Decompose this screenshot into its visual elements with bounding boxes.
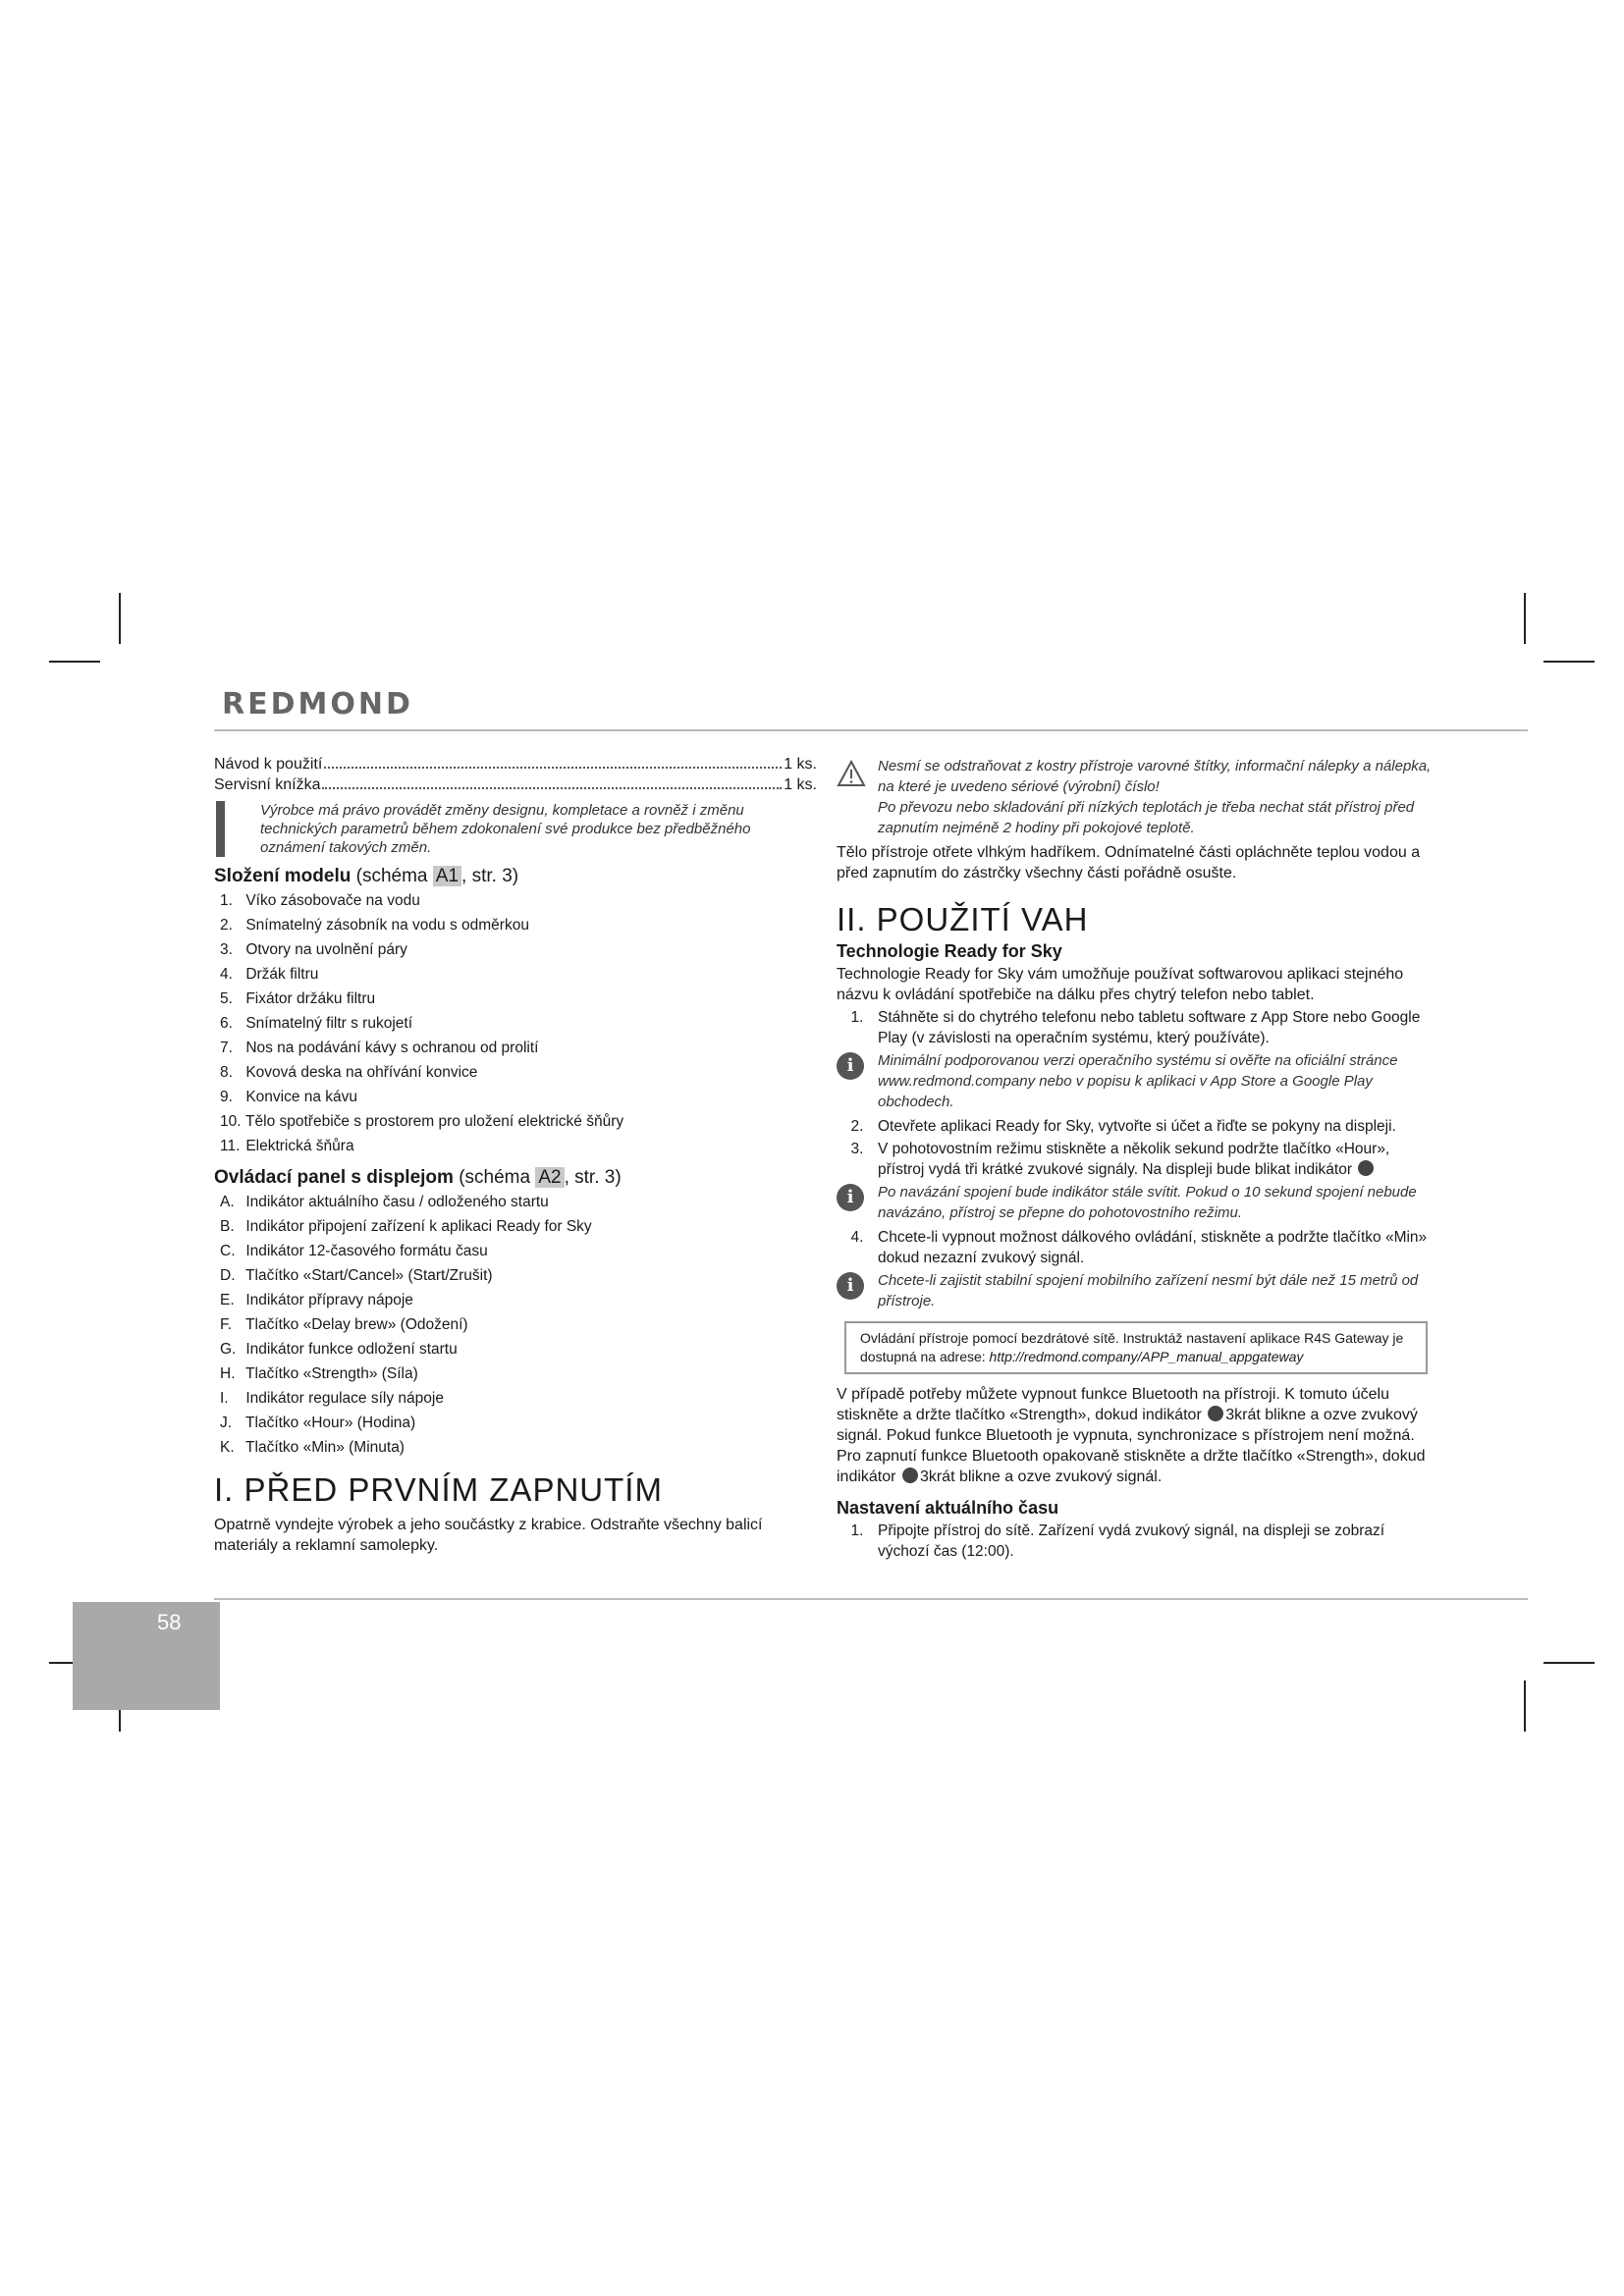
warning-text-2: Po převozu nebo skladování při nízkých teplotách je třeba nechat stát přístroj před zapnutím nejméně 2 hodiny při pokojové teplotě. (878, 799, 1415, 836)
step-number: 4. (850, 1229, 864, 1246)
item-text: Tlačítko «Min» (Minuta) (245, 1439, 405, 1456)
item-text: Tělo spotřebiče s prostorem pro uložení elektrické šňůry (245, 1113, 624, 1130)
list-item (220, 1038, 817, 1058)
contents-qty: 1 ks. (784, 756, 817, 773)
bluetooth-text-c: 3krát blikne a ozve zvukový signál. (919, 1468, 1163, 1485)
time-step-1 (837, 1521, 1437, 1562)
item-number: 6. (220, 1015, 233, 1032)
item-number: 7. (220, 1040, 233, 1056)
ready-for-sky-intro: Technologie Ready for Sky vám umožňuje používat softwarovou aplikaci stejného názvu k ovládání spotřebiče na dálku přes chytrý telefon nebo tablet. (837, 966, 1404, 1003)
list-item (220, 1265, 817, 1286)
item-number: 2. (220, 917, 233, 934)
item-number: 1. (220, 892, 233, 909)
item-text: Indikátor připojení zařízení k aplikaci Ready for Sky (245, 1218, 592, 1235)
info-text-3: Chcete-li zajistit stabilní spojení mobilního zařízení nesmí být dále než 15 metrů od přístroje. (878, 1272, 1419, 1309)
item-text: Držák filtru (245, 966, 319, 983)
list-item (220, 964, 817, 985)
warning-text-1: Nesmí se odstraňovat z kostry přístroje varovné štítky, informační nálepky a nálepka, na které je uvedeno sériové (výrobní) číslo! (878, 758, 1432, 795)
crop-mark (1524, 593, 1526, 644)
item-text: Indikátor funkce odložení startu (245, 1341, 458, 1358)
list-item (220, 1290, 817, 1310)
item-number: 3. (220, 941, 233, 958)
info-block-3 (837, 1270, 1437, 1311)
list-item (220, 1388, 817, 1409)
step-text: Chcete-li vypnout možnost dálkového ovládání, stiskněte a podržte tlačítko «Min» dokud nezazní zvukový signál. (878, 1229, 1428, 1266)
warning-block (837, 756, 1437, 838)
ready-for-sky-heading: Technologie Ready for Sky (837, 941, 1062, 961)
warning-icon (837, 756, 868, 787)
list-item (220, 1216, 817, 1237)
contents-label: Servisní knížka (214, 776, 321, 793)
item-number: 8. (220, 1064, 233, 1081)
item-number: H. (220, 1365, 236, 1382)
item-text: Snímatelný filtr s rukojetí (245, 1015, 413, 1032)
step-3-text: V pohotovostním režimu stiskněte a několik sekund podržte tlačítko «Hour», přístroj vydá tři krátké zvukové signály. Na displeji bude blikat indikátor (878, 1141, 1390, 1178)
item-number: I. (220, 1390, 229, 1407)
bluetooth-paragraph (837, 1384, 1437, 1487)
item-text: Indikátor 12-časového formátu času (245, 1243, 488, 1259)
list-item (220, 939, 817, 960)
item-number: 4. (220, 966, 233, 983)
item-number: 9. (220, 1089, 233, 1105)
item-text: Indikátor aktuálního času / odloženého startu (245, 1194, 549, 1210)
item-text: Víko zásobovače na vodu (245, 892, 420, 909)
disclaimer-note: Výrobce má právo provádět změny designu, kompletace a rovněž i změnu technických parametrů během zdokonalení své produkce bez předběžného oznámení takových změn. (216, 801, 817, 857)
model-ref-post: , str. 3) (461, 866, 519, 886)
panel-items-list (220, 1192, 817, 1458)
crop-mark (49, 661, 100, 663)
bluetooth-indicator-icon (1358, 1160, 1374, 1176)
info-block-2 (837, 1182, 1437, 1223)
clean-text: Tělo přístroje otřete vlhkým hadříkem. Odnímatelné části opláchněte teplou vodou a před zapnutím do zástrčky všechny části pořádně osušte. (837, 844, 1421, 881)
contents-label: Návod k použití (214, 756, 323, 773)
item-number: A. (220, 1194, 235, 1210)
item-text: Indikátor regulace síly nápoje (245, 1390, 444, 1407)
info-icon: i (837, 1050, 868, 1080)
item-text: Otvory na uvolnění páry (245, 941, 407, 958)
item-number: C. (220, 1243, 236, 1259)
step-1 (837, 1007, 1437, 1048)
item-text: Fixátor držáku filtru (245, 990, 376, 1007)
item-number: B. (220, 1218, 235, 1235)
contents-line (214, 754, 817, 774)
step-number: 1. (850, 1522, 864, 1539)
item-number: D. (220, 1267, 236, 1284)
item-text: Tlačítko «Strength» (Síla) (245, 1365, 418, 1382)
step-number: 3. (850, 1141, 864, 1157)
dot-leader (324, 767, 782, 769)
item-number: G. (220, 1341, 237, 1358)
crop-mark (119, 593, 121, 644)
crop-mark (1524, 1681, 1526, 1732)
item-text: Kovová deska na ohřívání konvice (245, 1064, 478, 1081)
section1-title: I. PŘED PRVNÍM ZAPNUTÍM (214, 1471, 663, 1508)
crop-mark (1543, 661, 1595, 663)
footer-rule (214, 1598, 1528, 1600)
model-ref-tag: A1 (433, 866, 461, 886)
bluetooth-text-a: V případě potřeby můžete vypnout funkce Bluetooth na přístroji. K tomuto účelu stiskněte a držte tlačítko «Strength», dokud indikátor (837, 1386, 1389, 1423)
contents-qty: 1 ks. (784, 776, 817, 793)
crop-mark (1543, 1662, 1595, 1664)
item-number: 5. (220, 990, 233, 1007)
page-number: 58 (157, 1610, 182, 1634)
list-item (220, 1314, 817, 1335)
item-number: E. (220, 1292, 235, 1308)
header-rule (214, 729, 1528, 731)
model-title: Složení modelu (214, 866, 352, 886)
info-block-1 (837, 1050, 1437, 1112)
gateway-text: Ovládání přístroje pomocí bezdrátové sítě. Instruktáž nastavení aplikace R4S Gateway je dostupná na adrese: (860, 1330, 1404, 1364)
list-item (220, 1241, 817, 1261)
info-icon: i (837, 1182, 868, 1211)
model-ref-pre: (schéma (355, 866, 433, 886)
panel-title: Ovládací panel s displejom (214, 1167, 454, 1188)
step-number: 1. (850, 1009, 864, 1026)
gateway-info-box (844, 1321, 1428, 1374)
list-item (220, 988, 817, 1009)
panel-ref-post: , str. 3) (564, 1167, 622, 1188)
item-number: J. (220, 1415, 233, 1431)
item-number: 10. (220, 1113, 242, 1130)
step-2 (837, 1116, 1437, 1137)
left-column (214, 754, 817, 1556)
model-heading (214, 865, 817, 887)
bluetooth-text-b: 3krát blikne a ozve zvukový signál. Pokud funkce Bluetooth je vypnuta, synchronizace s přístrojem není možná. Pro zapnutí funkce Bluetooth opakovaně stiskněte a držte tlačítko «Strength», dokud indikátor (837, 1407, 1426, 1485)
item-text: Nos na podávání kávy s ochranou od prolití (245, 1040, 539, 1056)
list-item (220, 890, 817, 911)
list-item (220, 915, 817, 935)
contents-line (214, 774, 817, 795)
item-number: K. (220, 1439, 235, 1456)
list-item (220, 1192, 817, 1212)
info-icon: i (837, 1270, 868, 1300)
bluetooth-indicator-icon (1208, 1406, 1223, 1421)
list-item (220, 1062, 817, 1083)
panel-heading (214, 1166, 817, 1189)
list-item (220, 1437, 817, 1458)
right-column (837, 754, 1437, 1564)
step-text: Otevřete aplikaci Ready for Sky, vytvořte si účet a řiďte se pokyny na displeji. (878, 1118, 1396, 1135)
page-number-box (73, 1602, 220, 1710)
info-text-2: Po navázání spojení bude indikátor stále svítit. Pokud o 10 sekund spojení nebude navázáno, přístroj se přepne do pohotovostního režimu. (878, 1184, 1417, 1221)
list-item (220, 1413, 817, 1433)
step-number: 2. (850, 1118, 864, 1135)
list-item (220, 1339, 817, 1360)
item-text: Konvice na kávu (245, 1089, 358, 1105)
list-item (220, 1111, 817, 1132)
item-text: Elektrická šňůra (245, 1138, 354, 1154)
item-text: Indikátor přípravy nápoje (245, 1292, 413, 1308)
step-4 (837, 1227, 1437, 1268)
section2-title: II. POUŽITÍ VAH (837, 901, 1089, 937)
step-text: Připojte přístroj do sítě. Zařízení vydá zvukový signál, na displeji se zobrazí výchozí čas (12:00). (878, 1522, 1385, 1560)
step-text (878, 1139, 1437, 1180)
item-number: 11. (220, 1138, 241, 1154)
list-item (220, 1087, 817, 1107)
panel-ref-pre: (schéma (459, 1167, 536, 1188)
step-3 (837, 1139, 1437, 1180)
item-text: Tlačítko «Hour» (Hodina) (245, 1415, 416, 1431)
item-text: Snímatelný zásobník na vodu s odměrkou (245, 917, 529, 934)
time-setting-heading: Nastavení aktuálního času (837, 1498, 1059, 1518)
item-number: F. (220, 1316, 233, 1333)
list-item (220, 1136, 817, 1156)
item-text: Tlačítko «Start/Cancel» (Start/Zrušit) (245, 1267, 493, 1284)
dot-leader (322, 787, 782, 789)
list-item (220, 1363, 817, 1384)
gateway-url[interactable]: http://redmond.company/APP_manual_appgateway (989, 1349, 1304, 1364)
section1-text: Opatrně vyndejte výrobek a jeho součástky z krabice. Odstraňte všechny balicí materiály a reklamní samolepky. (214, 1517, 763, 1554)
item-text: Tlačítko «Delay brew» (Odožení) (245, 1316, 468, 1333)
list-item (220, 1013, 817, 1034)
bluetooth-indicator-icon (902, 1468, 918, 1483)
brand-logo: REDMOND (222, 687, 413, 721)
model-parts-list (220, 890, 817, 1156)
step-text: Stáhněte si do chytrého telefonu nebo tabletu software z App Store nebo Google Play (v závislosti na operačním systému, který používáte). (878, 1009, 1421, 1046)
panel-ref-tag: A2 (535, 1167, 564, 1188)
info-text-1: Minimální podporovanou verzi operačního systému si ověřte na oficiální stránce www.redmond.company nebo v popisu k aplikaci v App Store a Google Play obchodech. (878, 1052, 1398, 1110)
